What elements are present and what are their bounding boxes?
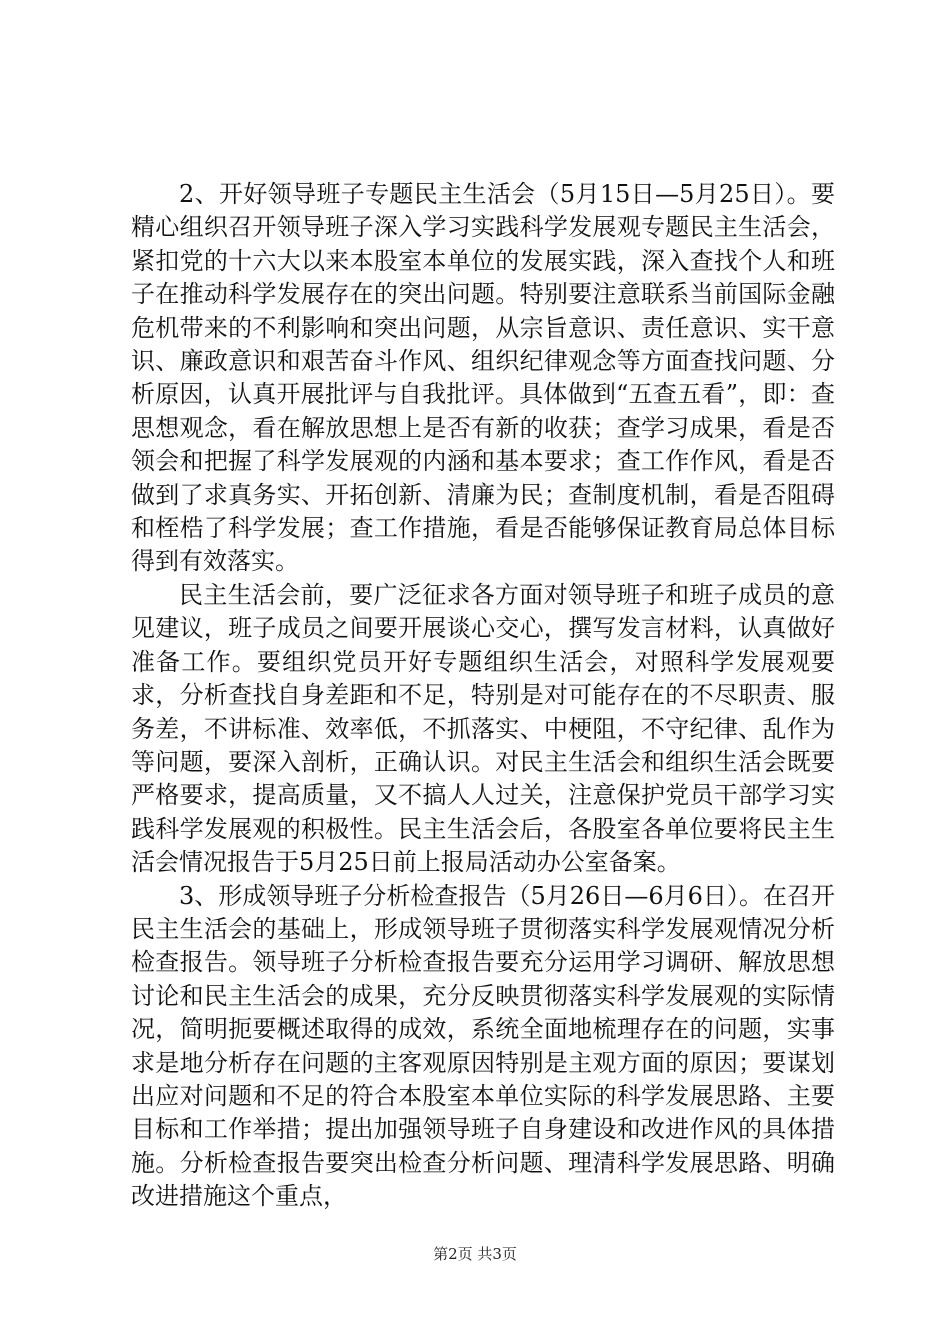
page-footer — [0, 1244, 950, 1264]
paragraph-meeting-preparation: 民主生活会前，要广泛征求各方面对领导班子和班子成员的意见建议，班子成员之间要开展谈心交心，撰写发言材料，认真做好准备工作。要组织党员开好专题组织生活会，对照科学发展观要求，分析查找自身差距和不足，特别是对可能存在的不尽职责、服务差，不讲标准、效率低，不抓落实、中梗阻，不守纪律、乱作为等问题，要深入剖析，正确认识。对民主生活会和组织生活会既要严格要求，提高质量，又不搞人人过关，注意保护党员干部学习实践科学发展观的积极性。民主生活会后，各股室各单位要将民主生活会情况报告于5月25日前上报局活动办公室备案。 — [131, 580, 835, 877]
document-body — [131, 178, 835, 1214]
page-number: 第2页 共3页 — [433, 1245, 517, 1263]
paragraph-analysis-report: 3、形成领导班子分析检查报告（5月26日—6月6日）。在召开民主生活会的基础上，形成领导班子贯彻落实科学发展观情况分析检查报告。领导班子分析检查报告要充分运用学习调研、解放思想讨论和民主生活会的成果，充分反映贯彻落实科学发展观的实际情况，简明扼要概述取得的成效，系统全面地梳理存在的问题，实事求是地分析存在问题的主客观原因特别是主观方面的原因；要谋划出应对问题和不足的符合本股室本单位实际的科学发展思路、主要目标和工作举措；提出加强领导班子自身建设和改进作风的具体措施。分析检查报告要突出检查分析问题、理清科学发展思路、明确改进措施这个重点， — [131, 881, 835, 1211]
paragraph-democratic-life-meeting: 2、开好领导班子专题民主生活会（5月15日—5月25日）。要精心组织召开领导班子深入学习实践科学发展观专题民主生活会，紧扣党的十六大以来本股室本单位的发展实践，深入查找个人和班子在推动科学发展存在的突出问题。特别要注意联系当前国际金融危机带来的不利影响和突出问题，从宗旨意识、责任意识、实干意识、廉政意识和艰苦奋斗作风、组织纪律观念等方面查找问题、分析原因，认真开展批评与自我批评。具体做到“五查五看”，即：查思想观念，看在解放思想上是否有新的收获；查学习成果，看是否领会和把握了科学发展观的内涵和基本要求；查工作作风，看是否做到了求真务实、开拓创新、清廉为民；查制度机制，看是否阻碍和桎梏了科学发展；查工作措施，看是否能够保证教育局总体目标得到有效落实。 — [131, 180, 835, 576]
